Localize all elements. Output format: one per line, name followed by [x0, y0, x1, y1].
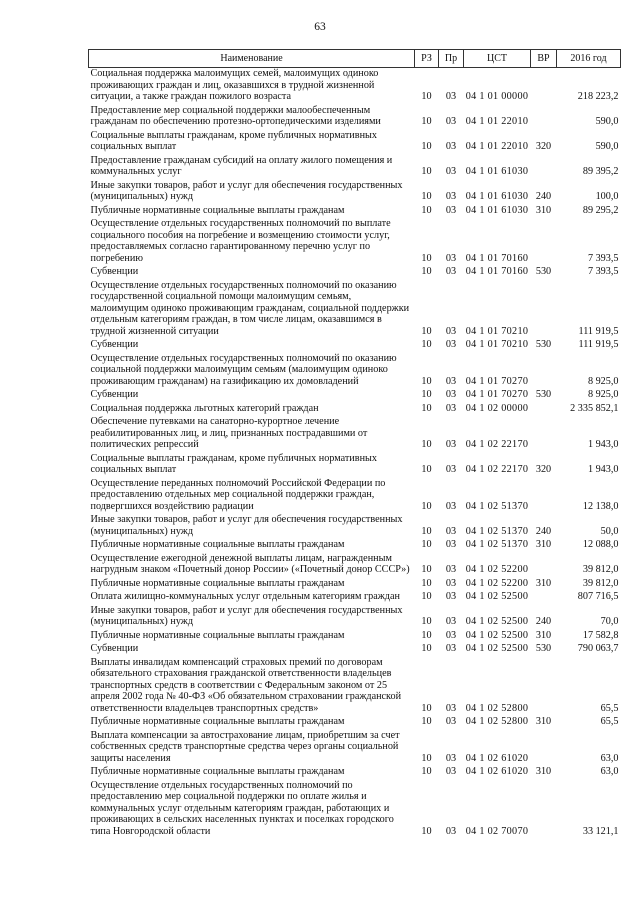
table-row	[89, 351, 621, 388]
row-rz: 10	[421, 525, 432, 537]
row-pr: 03	[445, 166, 457, 177]
table-row	[89, 203, 621, 217]
row-rz: 10	[421, 591, 432, 602]
header-vr: ВР	[531, 50, 557, 68]
row-cst: 04 1 01 70210	[465, 325, 529, 337]
budget-table	[88, 49, 621, 837]
row-pr: 03	[445, 591, 457, 602]
row-cst: 04 1 02 22170	[465, 464, 529, 475]
row-rz: 10	[421, 375, 432, 387]
table-row	[89, 641, 621, 655]
row-name: Социальные выплаты гражданам, кроме публичных нормативных социальных выплат	[90, 452, 377, 475]
row-rz: 10	[421, 166, 432, 177]
row-pr: 03	[445, 702, 457, 714]
table-row	[89, 714, 621, 728]
row-vr	[531, 476, 557, 513]
row-name: Осуществление отдельных государственных полномочий по предоставлению мер социальной поддержки по оплате жилья и коммунальных услуг отдельным категориям граждан, работающих и проживающих в сельских населенных пунктах и поселках городского типа Новгородской области	[90, 779, 394, 837]
row-cst: 04 1 02 00000	[465, 402, 529, 414]
row-name: Иные закупки товаров, работ и услуг для обеспечения государственных (муниципальных) нужд	[90, 514, 403, 537]
row-vr	[531, 401, 557, 415]
table-row	[89, 337, 621, 351]
row-name: Социальная поддержка льготных категорий граждан	[90, 402, 319, 414]
table-body	[89, 68, 621, 838]
row-cst: 04 1 01 70210	[465, 339, 529, 350]
row-name: Публичные нормативные социальные выплаты гражданам	[90, 716, 345, 727]
row-rz: 10	[421, 116, 432, 127]
row-cst: 04 1 02 51370	[465, 525, 529, 537]
row-name: Иные закупки товаров, работ и услуг для обеспечения государственных (муниципальных) нужд	[90, 179, 403, 202]
row-pr: 03	[445, 91, 457, 102]
row-vr	[531, 351, 557, 388]
table-row	[89, 278, 621, 338]
row-pr: 03	[445, 825, 457, 837]
row-vr	[531, 68, 557, 103]
table-row	[89, 68, 621, 103]
row-name: Социальная поддержка малоимущих семей, малоимущих одиноко проживающих граждан и лиц, оказавшихся в трудной жизненной ситуации, а также граждан пожилого возраста	[90, 68, 379, 102]
row-sum: 65,5	[600, 716, 619, 727]
row-pr: 03	[445, 564, 457, 575]
row-sum: 65,5	[600, 702, 619, 714]
table-row	[89, 128, 621, 153]
row-rz: 10	[421, 564, 432, 575]
table-row	[89, 414, 621, 451]
table-row	[89, 216, 621, 264]
row-vr: 530	[535, 643, 552, 654]
row-rz: 10	[421, 500, 432, 512]
row-cst: 04 1 01 70270	[465, 375, 529, 387]
row-name: Публичные нормативные социальные выплаты гражданам	[90, 629, 345, 641]
row-cst: 04 1 02 52500	[465, 643, 529, 654]
row-sum: 89 295,2	[582, 204, 619, 216]
row-vr: 530	[535, 339, 552, 350]
row-cst: 04 1 01 70160	[465, 266, 529, 277]
row-sum: 8 925,0	[587, 375, 619, 387]
row-pr: 03	[445, 339, 457, 350]
table-row	[89, 576, 621, 590]
row-sum: 218 223,2	[577, 91, 619, 102]
row-vr: 310	[535, 204, 552, 216]
row-sum: 50,0	[600, 525, 619, 537]
row-name: Иные закупки товаров, работ и услуг для обеспечения государственных (муниципальных) нужд	[90, 604, 403, 627]
row-pr: 03	[445, 616, 457, 627]
row-sum: 33 121,1	[582, 825, 619, 837]
row-sum: 70,0	[600, 616, 619, 627]
page-number: 63	[314, 21, 326, 33]
row-name: Социальные выплаты гражданам, кроме публичных нормативных социальных выплат	[90, 129, 377, 152]
row-vr	[531, 414, 557, 451]
row-cst: 04 1 02 22170	[465, 439, 529, 450]
row-pr: 03	[445, 643, 457, 654]
row-rz: 10	[421, 464, 432, 475]
row-vr: 240	[535, 525, 552, 537]
row-pr: 03	[445, 464, 457, 475]
row-name: Выплаты инвалидам компенсаций страховых премий по договорам обязательного страхования гражданской ответственности владельцев транспортных средств в соответствии с Федеральным законом от 25 апреля 2002 года № 40-ФЗ «Об обязательном страховании гражданской ответственности владельцев транспортных средств»	[90, 656, 402, 714]
row-vr	[531, 216, 557, 264]
header-rz: РЗ	[415, 50, 439, 68]
row-sum: 111 919,5	[578, 325, 619, 337]
row-pr: 03	[445, 629, 457, 641]
row-pr: 03	[445, 204, 457, 216]
row-pr: 03	[445, 375, 457, 387]
row-name: Публичные нормативные социальные выплаты гражданам	[90, 204, 345, 216]
row-pr: 03	[445, 716, 457, 727]
row-sum: 39 812,0	[582, 564, 619, 575]
row-vr	[531, 728, 557, 765]
row-sum: 2 335 852,1	[570, 402, 619, 414]
row-sum: 8 925,0	[587, 389, 619, 400]
row-vr: 310	[535, 539, 552, 550]
header-pr: Пр	[439, 50, 464, 68]
row-cst: 04 1 02 51370	[465, 500, 529, 512]
header-name: Наименование	[89, 50, 415, 68]
row-pr: 03	[445, 325, 457, 337]
row-name: Субвенции	[90, 389, 139, 400]
row-rz: 10	[421, 825, 432, 837]
row-sum: 7 393,5	[587, 266, 619, 277]
table-row	[89, 603, 621, 628]
row-rz: 10	[421, 439, 432, 450]
row-pr: 03	[445, 252, 457, 264]
row-vr	[531, 103, 557, 128]
row-cst: 04 1 01 70270	[465, 389, 529, 400]
table-row	[89, 628, 621, 642]
row-pr: 03	[445, 266, 457, 277]
row-vr: 240	[535, 191, 552, 202]
table-row	[89, 655, 621, 715]
table-row	[89, 551, 621, 576]
row-pr: 03	[445, 116, 457, 127]
row-rz: 10	[421, 577, 432, 589]
row-cst: 04 1 01 22010	[465, 116, 529, 127]
row-sum: 63,0	[600, 752, 619, 764]
row-rz: 10	[421, 266, 432, 277]
row-sum: 590,0	[595, 116, 619, 127]
row-cst: 04 1 01 70160	[465, 252, 529, 264]
row-sum: 63,0	[600, 766, 619, 777]
row-sum: 111 919,5	[578, 339, 619, 350]
row-name: Субвенции	[90, 643, 139, 654]
row-sum: 39 812,0	[582, 577, 619, 589]
row-rz: 10	[421, 339, 432, 350]
row-vr: 240	[535, 616, 552, 627]
row-cst: 04 1 01 61030	[465, 191, 529, 202]
table-row	[89, 476, 621, 513]
row-vr: 310	[535, 577, 552, 589]
row-vr: 530	[535, 266, 552, 277]
row-rz: 10	[421, 191, 432, 202]
row-pr: 03	[445, 141, 457, 152]
row-sum: 790 063,7	[577, 643, 619, 654]
table-row	[89, 103, 621, 128]
row-pr: 03	[445, 766, 457, 777]
row-pr: 03	[445, 191, 457, 202]
row-cst: 04 1 02 52200	[465, 577, 529, 589]
row-rz: 10	[421, 389, 432, 400]
row-rz: 10	[421, 325, 432, 337]
row-vr	[531, 655, 557, 715]
row-rz: 10	[421, 643, 432, 654]
row-cst: 04 1 02 51370	[465, 539, 529, 550]
row-cst: 04 1 01 61030	[465, 204, 529, 216]
row-sum: 17 582,8	[582, 629, 619, 641]
table-row	[89, 451, 621, 476]
row-sum: 1 943,0	[587, 464, 619, 475]
row-name: Предоставление мер социальной поддержки малообеспеченным гражданам по обеспечению протезно-ортопедическими изделиями	[90, 104, 381, 127]
row-rz: 10	[421, 702, 432, 714]
table-row	[89, 589, 621, 603]
row-sum: 100,0	[595, 191, 619, 202]
row-cst: 04 1 02 52800	[465, 716, 529, 727]
row-name: Субвенции	[90, 266, 139, 277]
row-sum: 590,0	[595, 141, 619, 152]
row-pr: 03	[445, 500, 457, 512]
table-row	[89, 264, 621, 278]
row-rz: 10	[421, 616, 432, 627]
row-name: Публичные нормативные социальные выплаты гражданам	[90, 577, 345, 589]
row-vr: 310	[535, 766, 552, 777]
row-cst: 04 1 02 52500	[465, 616, 529, 627]
row-vr	[531, 551, 557, 576]
row-rz: 10	[421, 141, 432, 152]
row-pr: 03	[445, 402, 457, 414]
row-cst: 04 1 02 70070	[465, 825, 529, 837]
row-pr: 03	[445, 577, 457, 589]
row-pr: 03	[445, 439, 457, 450]
row-name: Предоставление гражданам субсидий на оплату жилого помещения и коммунальных услуг	[90, 154, 393, 177]
table-row	[89, 537, 621, 551]
row-name: Выплата компенсации за автострахование лицам, приобретшим за счет собственных средств транспортные средства через органы социальной защиты населения	[90, 729, 400, 764]
row-rz: 10	[421, 539, 432, 550]
row-vr	[531, 589, 557, 603]
row-pr: 03	[445, 389, 457, 400]
row-pr: 03	[445, 525, 457, 537]
row-name: Обеспечение путевками на санаторно-курортное лечение реабилитированных лиц, и лиц, признанных пострадавшими от политических репрессий	[90, 416, 368, 450]
row-name: Публичные нормативные социальные выплаты гражданам	[90, 766, 345, 777]
row-cst: 04 1 02 52500	[465, 629, 529, 641]
row-vr: 320	[535, 464, 552, 475]
row-pr: 03	[445, 752, 457, 764]
table-row	[89, 512, 621, 537]
row-cst: 04 1 02 52800	[465, 702, 529, 714]
table-header-row	[89, 50, 621, 68]
row-cst: 04 1 02 52200	[465, 564, 529, 575]
row-vr	[531, 153, 557, 178]
row-rz: 10	[421, 91, 432, 102]
header-year: 2016 год	[557, 50, 621, 68]
row-rz: 10	[421, 752, 432, 764]
table-row	[89, 401, 621, 415]
table-row	[89, 153, 621, 178]
table-row	[89, 764, 621, 778]
row-cst: 04 1 02 52500	[465, 591, 529, 602]
table-row	[89, 778, 621, 838]
row-cst: 04 1 02 61020	[465, 766, 529, 777]
row-cst: 04 1 01 00000	[465, 91, 529, 102]
row-vr: 530	[535, 389, 552, 400]
table-row	[89, 387, 621, 401]
row-name: Осуществление отдельных государственных полномочий по оказанию государственной социальной помощи малоимущим семьям, малоимущим одиноко проживающим гражданам, социальной поддержки отдельным категориям граждан, в том числе лицам, оказавшимся в трудной жизненной ситуации	[90, 279, 410, 337]
row-vr: 320	[535, 141, 552, 152]
row-rz: 10	[421, 766, 432, 777]
row-vr	[531, 278, 557, 338]
row-rz: 10	[421, 204, 432, 216]
row-rz: 10	[421, 716, 432, 727]
table-row	[89, 728, 621, 765]
row-name: Субвенции	[90, 339, 139, 350]
row-vr: 310	[535, 629, 552, 641]
row-pr: 03	[445, 539, 457, 550]
row-name: Осуществление отдельных государственных полномочий по оказанию социальной поддержки малоимущим семьям (малоимущим одиноко проживающим гражданам) на газификацию их домовладений	[90, 352, 397, 387]
row-name: Оплата жилищно-коммунальных услуг отдельным категориям граждан	[90, 591, 400, 602]
header-cst: ЦСТ	[464, 50, 531, 68]
row-rz: 10	[421, 629, 432, 641]
row-cst: 04 1 01 22010	[465, 141, 529, 152]
row-sum: 12 088,0	[582, 539, 619, 550]
row-vr	[531, 778, 557, 838]
row-cst: 04 1 02 61020	[465, 752, 529, 764]
row-rz: 10	[421, 402, 432, 414]
row-sum: 12 138,0	[582, 500, 619, 512]
row-name: Осуществление ежегодной денежной выплаты лицам, награжденным нагрудным знаком «Почетный донор России» («Почетный донор СССР»)	[90, 552, 410, 575]
row-vr: 310	[535, 716, 552, 727]
row-cst: 04 1 01 61030	[465, 166, 529, 177]
row-sum: 807 716,5	[577, 591, 619, 602]
row-sum: 7 393,5	[587, 252, 619, 264]
row-name: Осуществление переданных полномочий Российской Федерации по предоставлению отдельных мер социальной поддержки граждан, подвергшихся воздействию радиации	[90, 477, 386, 512]
row-sum: 1 943,0	[587, 439, 619, 450]
row-sum: 89 395,2	[582, 166, 619, 177]
row-name: Публичные нормативные социальные выплаты гражданам	[90, 539, 345, 550]
table-row	[89, 178, 621, 203]
row-rz: 10	[421, 252, 432, 264]
row-name: Осуществление отдельных государственных полномочий по выплате социального пособия на погребение и возмещению стоимости услуг, предоставляемых согласно гарантированному перечню услуг по погребению	[90, 218, 391, 264]
